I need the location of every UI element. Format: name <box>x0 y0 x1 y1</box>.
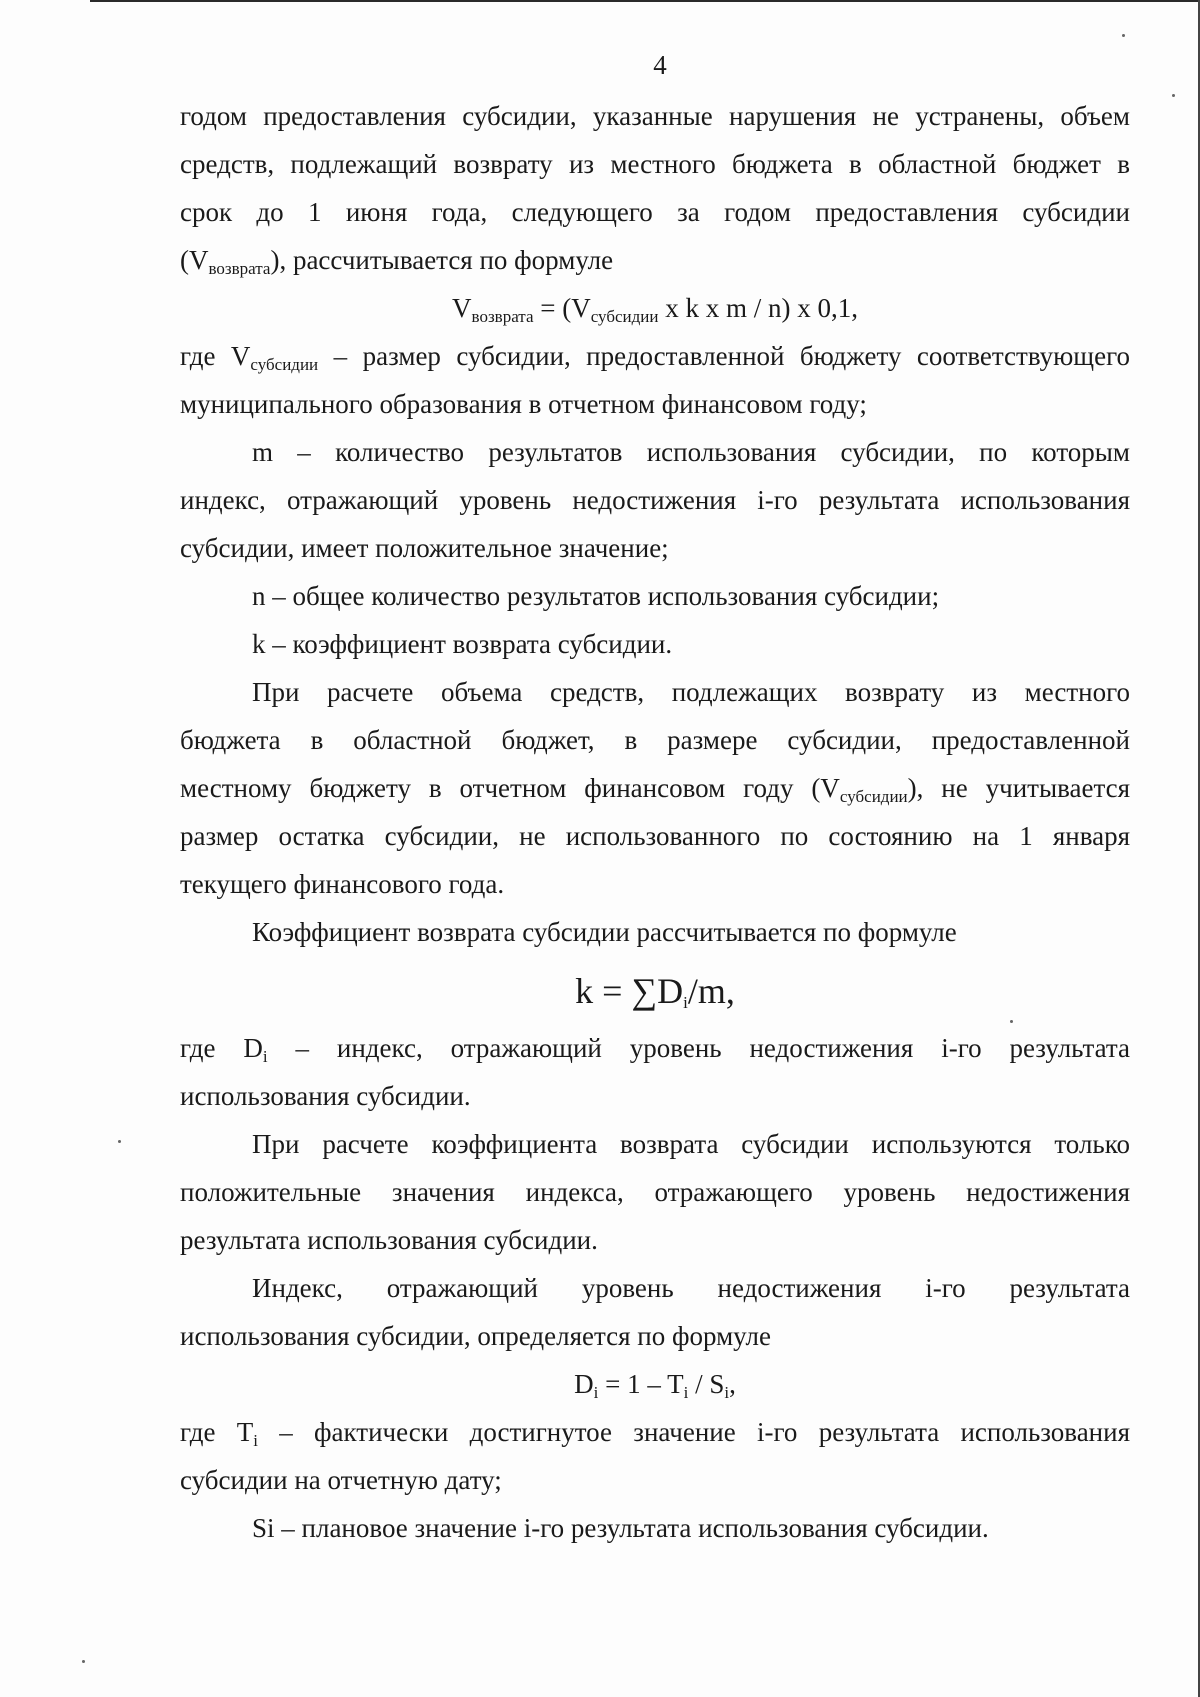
text-line: индекс, отражающий уровень недостижения i-го результата использования <box>180 485 1130 515</box>
text-line: размер остатка субсидии, не использованного по состоянию на 1 января <box>180 821 1130 851</box>
document-body <box>180 92 1130 1552</box>
text-line: где $D_i$ – индекс, отражающий уровень недостижения i-го результата <box>180 1033 1130 1066</box>
text-line: При расчете объема средств, подлежащих возврату из местного <box>252 677 1130 707</box>
text-line: субсидии на отчетную дату; <box>180 1465 502 1495</box>
text-line: использования субсидии. <box>180 1081 471 1111</box>
scan-speck <box>82 1660 85 1663</box>
scan-speck <box>1172 94 1175 97</box>
text-line: $(V_{возврата})$, рассчитывается по формуле <box>180 245 614 278</box>
text-line: муниципального образования в отчетном финансовом году; <box>180 389 867 419</box>
text-line: субсидии, имеет положительное значение; <box>180 533 669 563</box>
text-line: местному бюджету в отчетном финансовом году $(V_{субсидии})$, не учитывается <box>180 773 1130 806</box>
text-line: k – коэффициент возврата субсидии. <box>252 629 673 659</box>
text-line: годом предоставления субсидии, указанные нарушения не устранены, объем <box>180 101 1130 131</box>
scan-speck <box>118 1140 121 1143</box>
text-line: срок до 1 июня года, следующего за годом предоставления субсидии <box>180 197 1130 227</box>
text-line: положительные значения индекса, отражающего уровень недостижения <box>180 1177 1130 1207</box>
text-line: где $V_{субсидии}$ – размер субсидии, предоставленной бюджету соответствующего <box>180 341 1130 374</box>
text-line: При расчете коэффициента возврата субсидии используются только <box>252 1129 1130 1159</box>
text-line: средств, подлежащий возврату из местного бюджета в областной бюджет в <box>180 149 1130 179</box>
text-line: где $T_i$ – фактически достигнутое значение i-го результата использования <box>180 1417 1130 1450</box>
formula-return-volume: $V_{возврата} = (V_{субсидии}$ x k x m / n) x 0,1, <box>452 293 858 326</box>
text-line: бюджета в областной бюджет, в размере субсидии, предоставленной <box>180 725 1130 755</box>
scan-speck <box>1122 34 1125 37</box>
text-line: текущего финансового года. <box>180 869 505 899</box>
scan-top-edge <box>90 0 1200 2</box>
text-line: Индекс, отражающий уровень недостижения i-го результата <box>252 1273 1130 1303</box>
formula-return-coefficient: $k = \sum D_i/m$, <box>575 971 735 1012</box>
text-line: Коэффициент возврата субсидии рассчитывается по формуле <box>252 917 957 947</box>
text-line: результата использования субсидии. <box>180 1225 598 1255</box>
text-line: n – общее количество результатов использования субсидии; <box>252 581 940 611</box>
formula-shortfall-index: $D_i = 1 - T_i / S_i$, <box>574 1369 736 1402</box>
page-number: 4 <box>653 50 667 80</box>
text-line: использования субсидии, определяется по формуле <box>180 1321 771 1351</box>
text-line: Si – плановое значение i-го результата использования субсидии. <box>252 1513 989 1543</box>
text-line: m – количество результатов использования субсидии, по которым <box>252 437 1130 467</box>
